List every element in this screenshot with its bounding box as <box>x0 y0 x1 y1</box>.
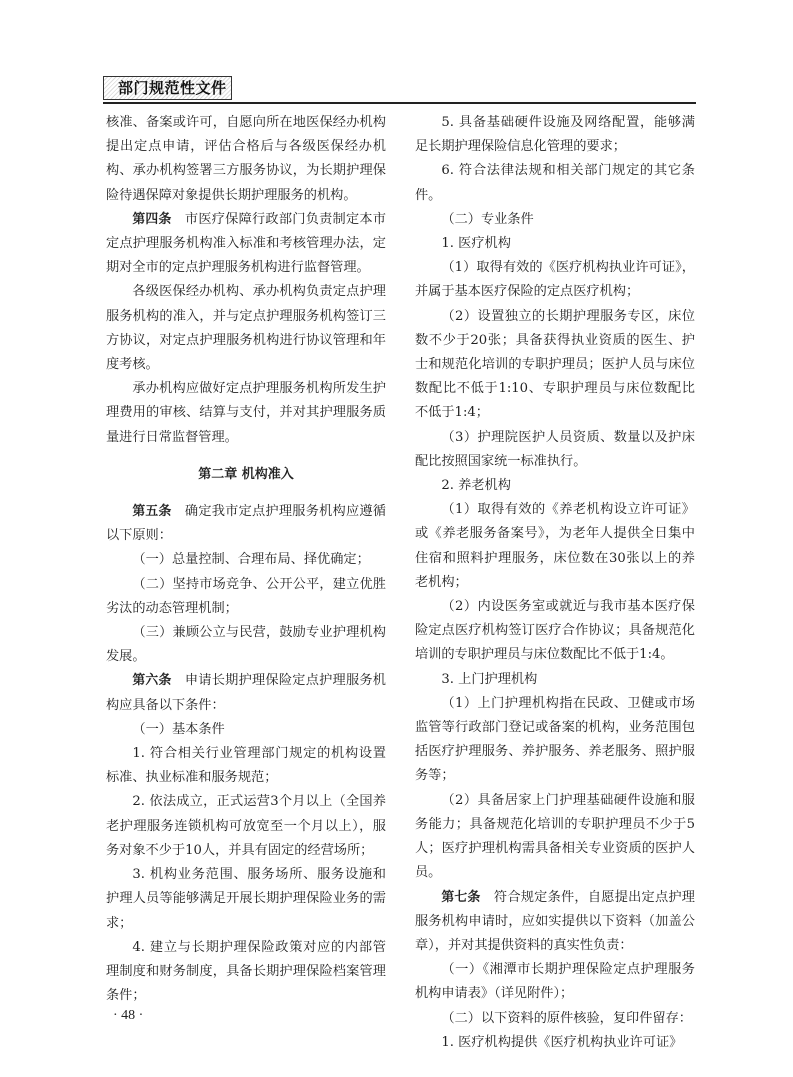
paragraph: 3. 上门护理机构 <box>441 671 538 687</box>
paragraph: 6. 符合法律法规和相关部门规定的其它条件。 <box>415 163 695 203</box>
article-paragraph <box>106 500 386 548</box>
paragraph: 1. 医疗机构 <box>441 236 511 252</box>
paragraph: 4. 建立与长期护理保险政策对应的内部管理制度和财务制度，具备长期护理保险档案管理条件； <box>106 939 386 1004</box>
paragraph: 核准、备案或许可，自愿向所在地医保经办机构提出定点申请，评估合格后与各级医保经办机构、承办机构签署三方服务协议，为长期护理保险待遇保障对象提供长期护理服务的机构。 <box>106 115 386 203</box>
paragraph: （1）上门护理机构指在民政、卫健或市场监管等行政部门登记或备案的机构，业务范围包括医疗护理服务、养护服务、养老服务、照护服务等； <box>415 695 695 784</box>
paragraph: 2. 依法成立，正式运营3个月以上（全国养老护理服务连锁机构可放宽至一个月以上），服务对象不少于10人，并具有固定的经营场所； <box>106 794 386 858</box>
article-text: 申请长期护理保险定点护理服务机构应具备以下条件： <box>106 673 386 713</box>
paragraph: （三）兼顾公立与民营，鼓励专业护理机构发展。 <box>106 625 386 665</box>
paragraph: 5. 具备基础硬件设施及网络配置，能够满足长期护理保险信息化管理的要求； <box>415 115 695 155</box>
article-paragraph <box>106 208 386 281</box>
section-header-title: 部门规范性文件 <box>118 79 227 97</box>
paragraph: （2）内设医务室或就近与我市基本医疗保险定点医疗机构签订医疗合作协议；具备规范化培训的专职护理员与床位数配比不低于1:4。 <box>415 599 695 663</box>
paragraph: （1）取得有效的《医疗机构执业许可证》，并属于基本医疗保险的定点医疗机构； <box>415 260 695 300</box>
header-rule <box>103 102 696 104</box>
article-paragraph <box>106 669 386 717</box>
paragraph: 1. 符合相关行业管理部门规定的机构设置标准、执业标准和服务规范； <box>106 746 386 786</box>
paragraph: （一）总量控制、合理布局、择优确定； <box>132 552 370 568</box>
article-text: 确定我市定点护理服务机构应遵循以下原则： <box>106 504 386 544</box>
paragraph: （3）护理院医护人员资质、数量以及护床配比按照国家统一标准执行。 <box>415 429 695 469</box>
article-label: 第四条 <box>132 211 172 227</box>
paragraph: （二）专业条件 <box>441 211 534 227</box>
article-label: 第五条 <box>132 504 172 520</box>
paragraph: 2. 养老机构 <box>441 478 511 494</box>
article-paragraph <box>415 886 695 959</box>
article-text: 符合规定条件，自愿提出定点护理服务机构申请时，应如实提供以下资料（加盖公章），并对其提供资料的真实性负责： <box>415 889 695 953</box>
paragraph: 各级医保经办机构、承办机构负责定点护理服务机构的准入，并与定点护理服务机构签订三方协议，对定点护理服务机构进行协议管理和年度考核。 <box>106 284 386 373</box>
article-label: 第七条 <box>441 889 481 905</box>
section-header <box>103 76 232 100</box>
paragraph: （二）坚持市场竞争、公开公平，建立优胜劣汰的动态管理机制； <box>106 576 386 616</box>
left-column <box>106 111 386 1008</box>
chapter-heading: 第二章 机构准入 <box>198 466 294 482</box>
paragraph: （二）以下资料的原件核验，复印件留存： <box>441 1010 692 1026</box>
paragraph: （一）基本条件 <box>132 721 225 737</box>
right-column <box>415 111 695 1055</box>
paragraph: （2）设置独立的长期护理服务专区，床位数不少于20张；具备获得执业资质的医生、护士和规范化培训的专职护理员；医护人员与床位数配比不低于1:10、专职护理员与床位数配比不低于1:4； <box>415 308 695 421</box>
paragraph: 承办机构应做好定点护理服务机构所发生护理费用的审核、结算与支付，并对其护理服务质量进行日常监督管理。 <box>106 381 386 445</box>
paragraph: 1. 医疗机构提供《医疗机构执业许可证》 <box>441 1034 683 1050</box>
paragraph: （一）《湘潭市长期护理保险定点护理服务机构申请表》（详见附件）； <box>415 962 695 1002</box>
paragraph: 3. 机构业务范围、服务场所、服务设施和护理人员等能够满足开展长期护理保险业务的需求； <box>106 867 386 931</box>
article-label: 第六条 <box>132 673 172 689</box>
page-number: · 48 · <box>113 1008 144 1023</box>
paragraph: （2）具备居家上门护理基础硬件设施和服务能力；具备规范化培训的专职护理员不少于5人；医疗护理机构需具备相关专业资质的医护人员。 <box>415 792 695 881</box>
article-text: 市医疗保障行政部门负责制定本市定点护理服务机构准入标准和考核管理办法，定期对全市的定点护理服务机构进行监督管理。 <box>106 211 386 276</box>
paragraph: （1）取得有效的《养老机构设立许可证》或《养老服务备案号》，为老年人提供全日集中住宿和照料护理服务，床位数在30张以上的养老机构； <box>415 502 695 590</box>
